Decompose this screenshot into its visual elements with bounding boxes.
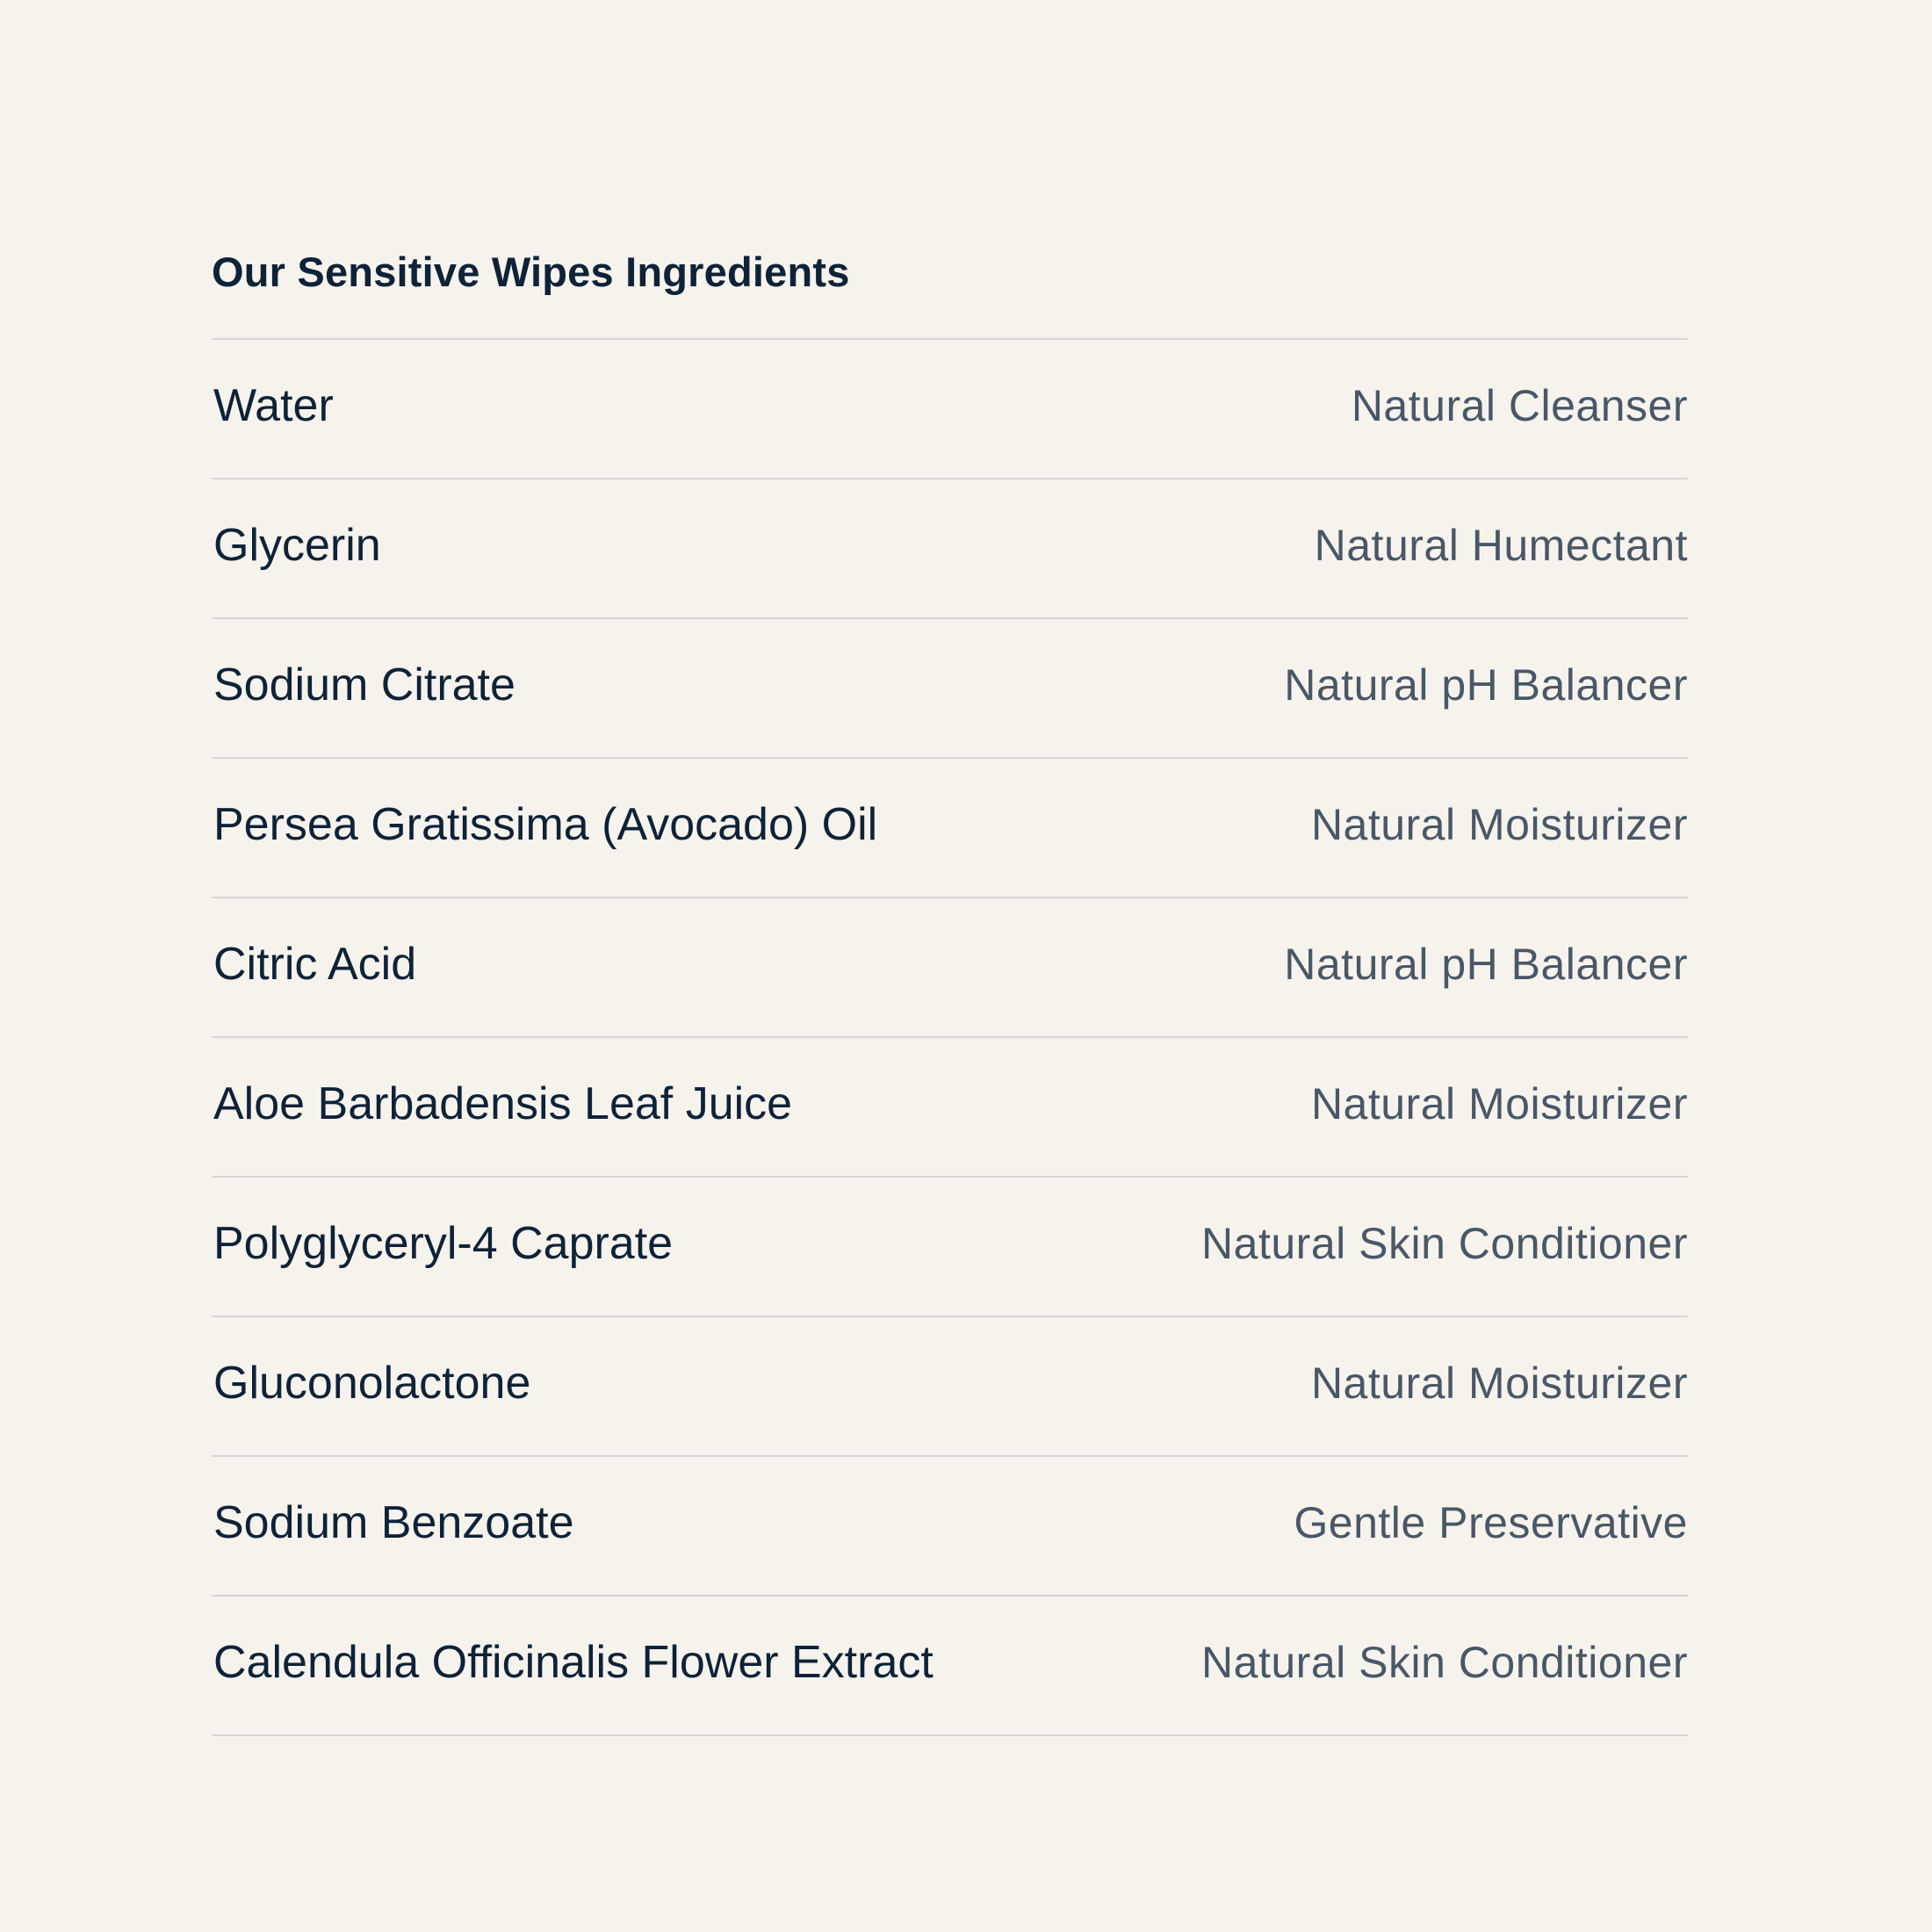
ingredient-name: Polyglyceryl-4 Caprate <box>213 1217 674 1269</box>
ingredient-row <box>212 619 1688 759</box>
ingredients-panel <box>212 237 1688 1736</box>
ingredient-row <box>212 1317 1688 1457</box>
ingredient-name: Glycerin <box>213 519 381 571</box>
ingredient-name: Aloe Barbadensis Leaf Juice <box>213 1078 793 1129</box>
ingredient-row <box>212 898 1688 1038</box>
ingredient-role: Natural pH Balancer <box>1284 939 1688 989</box>
ingredient-role: Natural Skin Conditioner <box>1201 1637 1688 1687</box>
ingredient-role: Natural Moisturizer <box>1310 1078 1688 1128</box>
ingredient-row <box>212 479 1688 619</box>
ingredients-list <box>212 338 1688 1736</box>
ingredient-role: Natural Humectant <box>1314 520 1688 570</box>
ingredient-row <box>212 340 1688 479</box>
ingredient-role: Natural Cleanser <box>1351 380 1688 430</box>
ingredient-row <box>212 759 1688 898</box>
ingredient-row <box>212 1597 1688 1736</box>
ingredient-row <box>212 1038 1688 1178</box>
ingredient-name: Gluconolactone <box>213 1357 531 1409</box>
ingredient-role: Natural Moisturizer <box>1310 1358 1688 1408</box>
ingredient-name: Sodium Citrate <box>213 659 515 710</box>
ingredient-row <box>212 1178 1688 1317</box>
ingredient-role: Gentle Preservative <box>1294 1497 1688 1547</box>
ingredient-role: Natural pH Balancer <box>1284 660 1688 710</box>
ingredient-name: Citric Acid <box>213 938 417 990</box>
ingredient-name: Calendula Officinalis Flower Extract <box>213 1636 934 1688</box>
ingredient-name: Sodium Benzoate <box>213 1496 574 1548</box>
ingredient-role: Natural Moisturizer <box>1310 799 1688 849</box>
ingredient-row <box>212 1457 1688 1597</box>
page-title: Our Sensitive Wipes Ingredients <box>212 249 850 295</box>
ingredient-role: Natural Skin Conditioner <box>1201 1218 1688 1268</box>
ingredient-name: Water <box>213 379 334 431</box>
ingredient-name: Persea Gratissima (Avocado) Oil <box>213 798 878 850</box>
